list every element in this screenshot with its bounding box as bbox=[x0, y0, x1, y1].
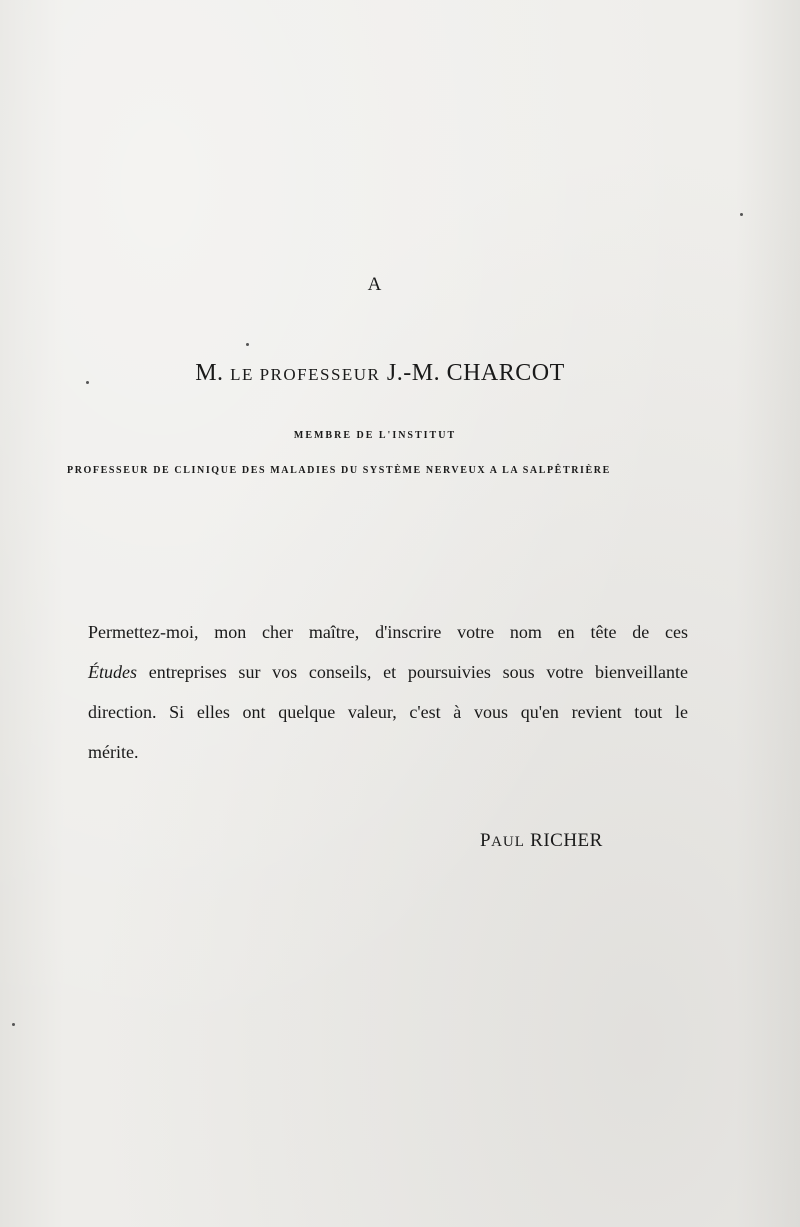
page-speck bbox=[246, 343, 249, 346]
signature-first-rest: AUL bbox=[491, 834, 525, 850]
professorship-line: PROFESSEUR DE CLINIQUE DES MALADIES DU SYSTÈME NERVEUX A LA SALPÊTRIÈRE bbox=[67, 465, 611, 476]
page-speck bbox=[740, 213, 743, 216]
dedication-body bbox=[88, 612, 688, 772]
dedicatee-prefix: M. bbox=[195, 360, 224, 386]
body-line-2 bbox=[88, 652, 688, 692]
body-line-2-rest: entreprises sur vos conseils, et poursuivies sous votre bienveillante bbox=[137, 662, 688, 682]
page-speck bbox=[12, 1023, 15, 1026]
body-italic-word: Études bbox=[88, 662, 137, 682]
dedication-letter: A bbox=[367, 274, 383, 295]
signature-last-name: RICHER bbox=[530, 830, 603, 851]
body-line-3: direction. Si elles ont quelque valeur, c'est à vous qu'en revient tout le bbox=[88, 702, 688, 722]
dedicatee-rank: LE PROFESSEUR bbox=[230, 365, 381, 384]
author-signature bbox=[480, 830, 603, 852]
dedicatee-title bbox=[0, 360, 760, 387]
body-line-4: mérite. bbox=[88, 742, 139, 762]
dedicatee-name: J.-M. CHARCOT bbox=[386, 360, 565, 386]
body-line-1: Permettez-moi, mon cher maître, d'inscrire votre nom en tête de ces bbox=[88, 622, 688, 642]
signature-first-initial: P bbox=[480, 830, 492, 851]
membership-line: MEMBRE DE L'INSTITUT bbox=[293, 430, 457, 441]
